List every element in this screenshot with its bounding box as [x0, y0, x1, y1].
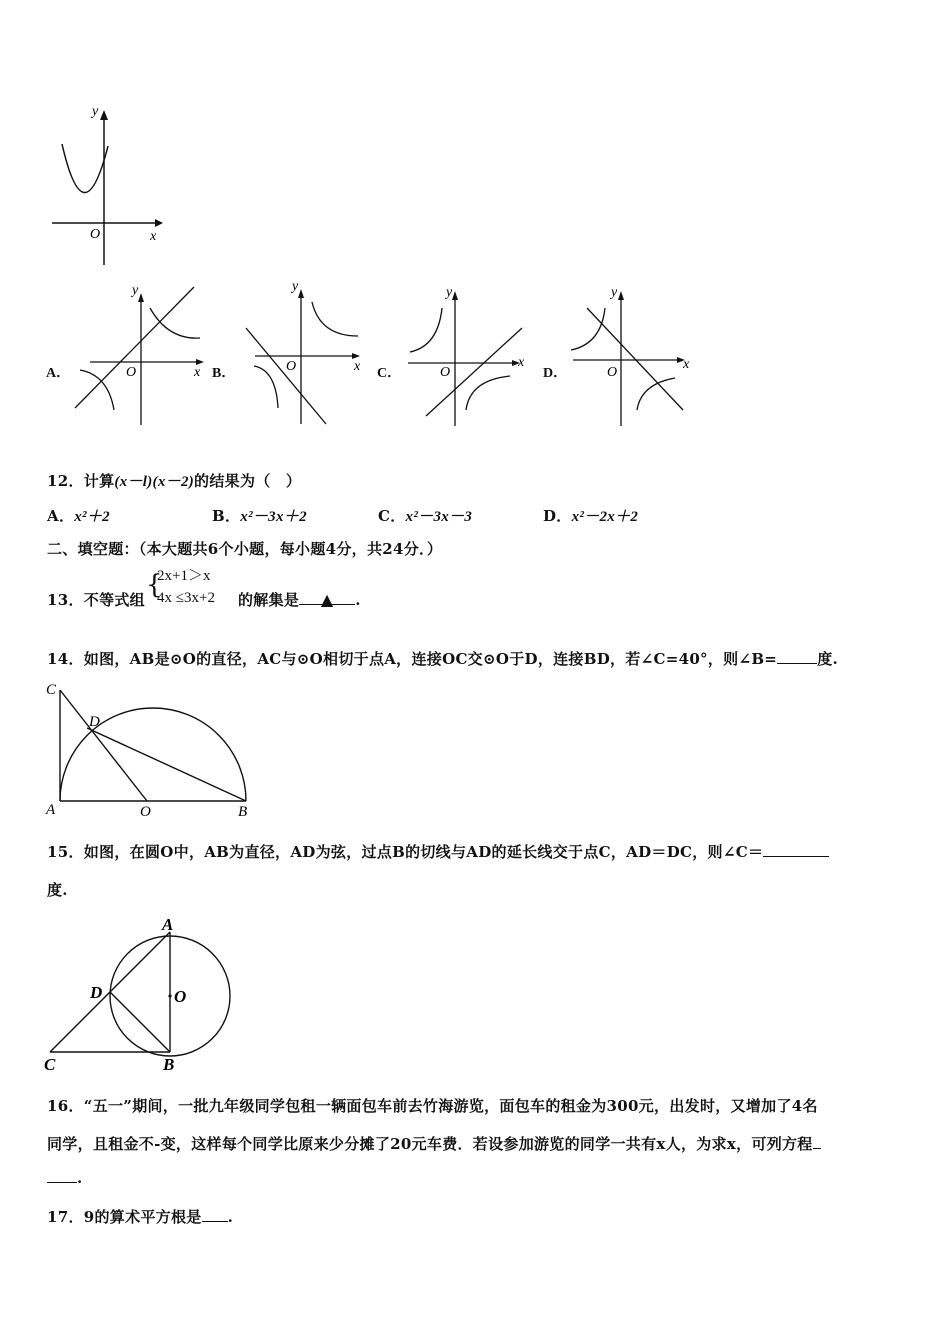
y-axis-label: y — [611, 285, 618, 300]
option-d-letter: D． — [543, 366, 568, 381]
q13-brace: { — [146, 570, 163, 600]
q12-option-d: D．x²－2x＋2 — [543, 507, 639, 525]
q16-line2: 同学，且租金不-变，这样每个同学比原来少分摊了20元车费．若设参加游览的同学一共有x人，为求x，可列方程 — [47, 1133, 821, 1154]
x-axis-label: x — [683, 357, 690, 372]
q17-question: 17．9的算术平方根是 . — [47, 1208, 234, 1226]
label-c: C — [44, 1055, 56, 1074]
option-c-letter: C． — [377, 366, 402, 381]
y-axis-label: y — [292, 279, 299, 294]
y-axis-label: y — [132, 283, 139, 298]
q16-answer-blank[interactable] — [47, 1168, 77, 1183]
y-axis-label: y — [446, 285, 453, 300]
q14-answer-blank[interactable] — [777, 649, 817, 664]
x-axis-label: x — [150, 229, 157, 244]
origin-label: O — [90, 227, 101, 242]
q12-option-a: A．x²＋2 — [47, 507, 110, 525]
q16-answer-blank-start[interactable] — [813, 1134, 821, 1149]
origin-label: O — [286, 359, 297, 374]
q11-given-graph — [40, 100, 170, 270]
label-b: B — [163, 1055, 175, 1074]
q15-figure — [40, 912, 250, 1077]
option-b-graph — [240, 278, 370, 428]
option-a-graph — [68, 280, 208, 430]
q13-prefix: 13．不等式组 — [47, 591, 145, 609]
option-a-letter: A． — [46, 366, 71, 381]
q13-answer-blank[interactable]: ▲ — [299, 590, 355, 605]
label-c: C — [46, 682, 57, 698]
label-d: D — [90, 983, 103, 1002]
q16-line1: 16．“五一”期间，一批九年级同学包租一辆面包车前去竹海游览，面包车的租金为300元，出发时，又增加了4名 — [47, 1097, 818, 1115]
label-a: A — [46, 802, 56, 818]
x-axis-label: x — [518, 355, 525, 370]
q14-figure — [40, 680, 260, 820]
q13-line1: 2x+1＞x — [157, 568, 211, 584]
q17-answer-blank[interactable] — [202, 1207, 228, 1222]
q15-line2: 度. — [47, 881, 68, 899]
x-axis-label: x — [354, 359, 361, 374]
section2-title: 二、填空题：（本大题共6个小题，每小题4分，共24分．） — [47, 540, 443, 558]
option-b-letter: B． — [212, 366, 236, 381]
option-c-graph — [400, 280, 540, 430]
q16-line3: . — [47, 1168, 83, 1187]
label-a: A — [162, 915, 174, 934]
q13-line2: 4x ≤3x+2 — [157, 590, 215, 606]
q12-option-b: B．x²－3x＋2 — [212, 507, 307, 525]
label-b: B — [238, 804, 248, 820]
origin-label: O — [607, 365, 618, 380]
q15-question: 15．如图，在圆O中，AB为直径，AD为弦，过点B的切线与AD的延长线交于点C，AD＝DC，则∠C＝ — [47, 841, 829, 862]
q14-question: 14．如图，AB是⊙O的直径，AC与⊙O相切于点A，连接OC交⊙O于D，连接BD，若∠C=40°，则∠B= 度. — [47, 650, 839, 668]
x-axis-label: x — [194, 365, 201, 380]
label-o: O — [174, 987, 187, 1006]
origin-label: O — [126, 365, 137, 380]
q12-question: 12．计算(x－l)(x－2)的结果为（ ） — [47, 472, 302, 490]
label-d: D — [89, 714, 100, 730]
label-o: O — [140, 804, 151, 820]
q12-option-c: C．x²－3x－3 — [378, 507, 473, 525]
y-axis-label: y — [92, 104, 99, 119]
option-d-graph — [565, 280, 705, 430]
q15-answer-blank[interactable] — [763, 842, 829, 857]
q13-suffix: 的解集是 ▲ . — [238, 590, 361, 609]
origin-label: O — [440, 365, 451, 380]
